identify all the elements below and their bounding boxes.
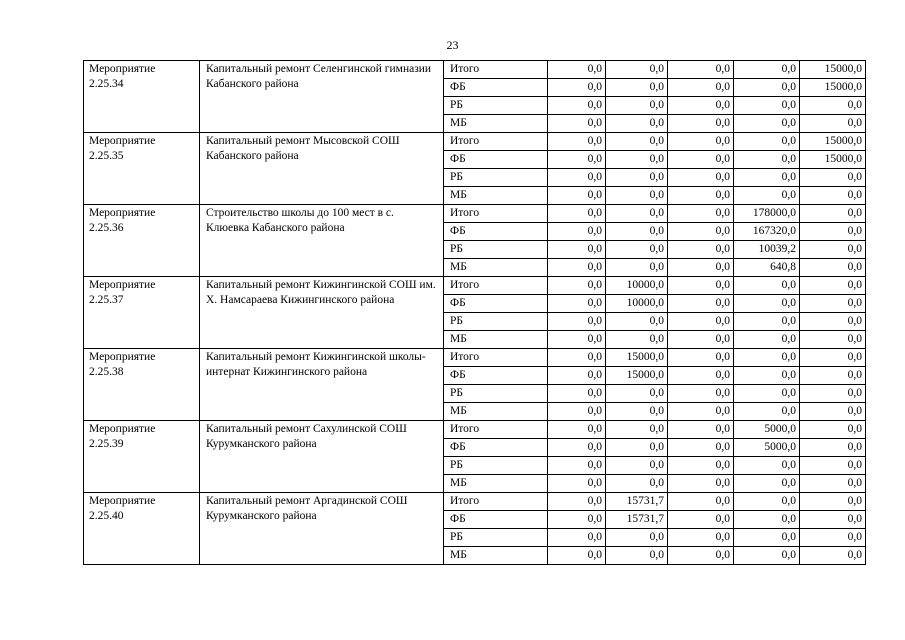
amount-cell: 0,0 bbox=[800, 331, 866, 349]
amount-cell: 0,0 bbox=[800, 313, 866, 331]
amount-cell: 0,0 bbox=[606, 187, 668, 205]
measure-label: Мероприятие bbox=[89, 423, 156, 435]
measure-total-row bbox=[84, 61, 866, 79]
amount-cell: 0,0 bbox=[734, 331, 800, 349]
funding-source: МБ bbox=[444, 259, 548, 277]
measure-total-row bbox=[84, 205, 866, 223]
amount-cell: 0,0 bbox=[668, 115, 734, 133]
measure-code: 2.25.34 bbox=[89, 78, 124, 90]
amount-cell: 0,0 bbox=[734, 547, 800, 565]
funding-source: ФБ bbox=[444, 511, 548, 529]
amount-cell: 0,0 bbox=[668, 313, 734, 331]
measure-description: Капитальный ремонт Кижингинской школы-интернат Кижингинского района bbox=[200, 349, 444, 421]
measure-label: Мероприятие bbox=[89, 351, 156, 363]
measure-total-row bbox=[84, 421, 866, 439]
amount-cell: 0,0 bbox=[548, 295, 606, 313]
amount-cell: 0,0 bbox=[800, 277, 866, 295]
funding-source: Итого bbox=[444, 421, 548, 439]
amount-cell: 0,0 bbox=[548, 97, 606, 115]
amount-cell: 0,0 bbox=[548, 421, 606, 439]
amount-cell: 15731,7 bbox=[606, 493, 668, 511]
measure-cell bbox=[84, 61, 200, 133]
amount-cell: 0,0 bbox=[606, 151, 668, 169]
amount-cell: 10039,2 bbox=[734, 241, 800, 259]
budget-table bbox=[83, 60, 866, 565]
amount-cell: 15731,7 bbox=[606, 511, 668, 529]
measure-code: 2.25.40 bbox=[89, 510, 124, 522]
amount-cell: 0,0 bbox=[548, 241, 606, 259]
amount-cell: 0,0 bbox=[800, 385, 866, 403]
amount-cell: 0,0 bbox=[800, 241, 866, 259]
amount-cell: 0,0 bbox=[606, 439, 668, 457]
amount-cell: 0,0 bbox=[668, 475, 734, 493]
measure-label: Мероприятие bbox=[89, 63, 156, 75]
amount-cell: 178000,0 bbox=[734, 205, 800, 223]
amount-cell: 0,0 bbox=[668, 61, 734, 79]
page-number: 23 bbox=[446, 38, 459, 52]
amount-cell: 0,0 bbox=[668, 295, 734, 313]
funding-source: РБ bbox=[444, 529, 548, 547]
funding-source: ФБ bbox=[444, 439, 548, 457]
funding-source: РБ bbox=[444, 97, 548, 115]
amount-cell: 0,0 bbox=[734, 133, 800, 151]
amount-cell: 0,0 bbox=[800, 367, 866, 385]
amount-cell: 0,0 bbox=[606, 259, 668, 277]
measure-label: Мероприятие bbox=[89, 207, 156, 219]
amount-cell: 0,0 bbox=[734, 403, 800, 421]
amount-cell: 0,0 bbox=[548, 259, 606, 277]
amount-cell: 0,0 bbox=[548, 547, 606, 565]
amount-cell: 0,0 bbox=[800, 115, 866, 133]
amount-cell: 0,0 bbox=[606, 403, 668, 421]
amount-cell: 0,0 bbox=[668, 493, 734, 511]
measure-description: Капитальный ремонт Мысовской СОШ Кабанского района bbox=[200, 133, 444, 205]
amount-cell: 0,0 bbox=[800, 205, 866, 223]
measure-cell bbox=[84, 421, 200, 493]
amount-cell: 0,0 bbox=[606, 421, 668, 439]
amount-cell: 0,0 bbox=[606, 241, 668, 259]
amount-cell: 0,0 bbox=[668, 403, 734, 421]
funding-source: ФБ bbox=[444, 367, 548, 385]
amount-cell: 0,0 bbox=[548, 367, 606, 385]
measure-cell bbox=[84, 205, 200, 277]
amount-cell: 5000,0 bbox=[734, 421, 800, 439]
funding-source: ФБ bbox=[444, 151, 548, 169]
amount-cell: 0,0 bbox=[548, 349, 606, 367]
amount-cell: 10000,0 bbox=[606, 277, 668, 295]
funding-source: РБ bbox=[444, 241, 548, 259]
funding-source: МБ bbox=[444, 403, 548, 421]
funding-source: РБ bbox=[444, 313, 548, 331]
amount-cell: 0,0 bbox=[668, 151, 734, 169]
amount-cell: 0,0 bbox=[734, 313, 800, 331]
amount-cell: 0,0 bbox=[548, 151, 606, 169]
funding-source: МБ bbox=[444, 187, 548, 205]
amount-cell: 0,0 bbox=[734, 277, 800, 295]
amount-cell: 10000,0 bbox=[606, 295, 668, 313]
amount-cell: 0,0 bbox=[606, 385, 668, 403]
funding-source: Итого bbox=[444, 349, 548, 367]
funding-source: ФБ bbox=[444, 79, 548, 97]
amount-cell: 0,0 bbox=[734, 115, 800, 133]
amount-cell: 0,0 bbox=[606, 133, 668, 151]
funding-source: МБ bbox=[444, 475, 548, 493]
amount-cell: 0,0 bbox=[548, 169, 606, 187]
table-body bbox=[84, 61, 866, 565]
amount-cell: 0,0 bbox=[668, 367, 734, 385]
amount-cell: 0,0 bbox=[668, 547, 734, 565]
measure-code: 2.25.37 bbox=[89, 294, 124, 306]
amount-cell: 0,0 bbox=[548, 475, 606, 493]
measure-label: Мероприятие bbox=[89, 495, 156, 507]
amount-cell: 0,0 bbox=[548, 403, 606, 421]
amount-cell: 0,0 bbox=[668, 331, 734, 349]
funding-source: ФБ bbox=[444, 223, 548, 241]
amount-cell: 0,0 bbox=[548, 277, 606, 295]
measure-description: Капитальный ремонт Сахулинской СОШ Курумканского района bbox=[200, 421, 444, 493]
amount-cell: 0,0 bbox=[800, 547, 866, 565]
funding-source: Итого bbox=[444, 61, 548, 79]
amount-cell: 0,0 bbox=[734, 61, 800, 79]
amount-cell: 0,0 bbox=[734, 529, 800, 547]
measure-label: Мероприятие bbox=[89, 279, 156, 291]
amount-cell: 0,0 bbox=[606, 331, 668, 349]
amount-cell: 0,0 bbox=[800, 493, 866, 511]
amount-cell: 0,0 bbox=[668, 79, 734, 97]
amount-cell: 0,0 bbox=[800, 223, 866, 241]
amount-cell: 0,0 bbox=[606, 313, 668, 331]
funding-source: Итого bbox=[444, 205, 548, 223]
amount-cell: 0,0 bbox=[734, 79, 800, 97]
funding-source: Итого bbox=[444, 493, 548, 511]
amount-cell: 15000,0 bbox=[606, 349, 668, 367]
amount-cell: 0,0 bbox=[800, 475, 866, 493]
funding-source: Итого bbox=[444, 277, 548, 295]
amount-cell: 0,0 bbox=[734, 349, 800, 367]
amount-cell: 0,0 bbox=[668, 511, 734, 529]
funding-source: ФБ bbox=[444, 295, 548, 313]
measure-cell bbox=[84, 133, 200, 205]
amount-cell: 0,0 bbox=[668, 97, 734, 115]
amount-cell: 0,0 bbox=[668, 259, 734, 277]
measure-code: 2.25.39 bbox=[89, 438, 124, 450]
amount-cell: 15000,0 bbox=[800, 151, 866, 169]
measure-code: 2.25.35 bbox=[89, 150, 124, 162]
measure-cell bbox=[84, 349, 200, 421]
amount-cell: 0,0 bbox=[734, 97, 800, 115]
amount-cell: 0,0 bbox=[800, 457, 866, 475]
amount-cell: 0,0 bbox=[548, 493, 606, 511]
funding-source: МБ bbox=[444, 115, 548, 133]
amount-cell: 0,0 bbox=[548, 529, 606, 547]
amount-cell: 0,0 bbox=[734, 151, 800, 169]
amount-cell: 0,0 bbox=[606, 79, 668, 97]
amount-cell: 0,0 bbox=[668, 187, 734, 205]
funding-source: МБ bbox=[444, 547, 548, 565]
measure-code: 2.25.38 bbox=[89, 366, 124, 378]
amount-cell: 0,0 bbox=[800, 295, 866, 313]
amount-cell: 0,0 bbox=[734, 385, 800, 403]
amount-cell: 0,0 bbox=[734, 169, 800, 187]
funding-source: РБ bbox=[444, 169, 548, 187]
amount-cell: 0,0 bbox=[606, 169, 668, 187]
amount-cell: 0,0 bbox=[800, 349, 866, 367]
amount-cell: 0,0 bbox=[668, 349, 734, 367]
amount-cell: 0,0 bbox=[734, 457, 800, 475]
amount-cell: 0,0 bbox=[606, 115, 668, 133]
measure-cell bbox=[84, 277, 200, 349]
amount-cell: 0,0 bbox=[668, 277, 734, 295]
amount-cell: 0,0 bbox=[800, 529, 866, 547]
amount-cell: 0,0 bbox=[548, 79, 606, 97]
amount-cell: 0,0 bbox=[668, 169, 734, 187]
amount-cell: 0,0 bbox=[548, 205, 606, 223]
amount-cell: 5000,0 bbox=[734, 439, 800, 457]
measure-description: Капитальный ремонт Кижингинской СОШ им. Х. Намсараева Кижингинского района bbox=[200, 277, 444, 349]
amount-cell: 0,0 bbox=[734, 511, 800, 529]
amount-cell: 0,0 bbox=[606, 547, 668, 565]
amount-cell: 0,0 bbox=[668, 133, 734, 151]
amount-cell: 0,0 bbox=[606, 61, 668, 79]
amount-cell: 0,0 bbox=[668, 529, 734, 547]
amount-cell: 0,0 bbox=[548, 313, 606, 331]
amount-cell: 0,0 bbox=[668, 205, 734, 223]
amount-cell: 0,0 bbox=[606, 475, 668, 493]
amount-cell: 0,0 bbox=[800, 187, 866, 205]
amount-cell: 0,0 bbox=[668, 241, 734, 259]
amount-cell: 0,0 bbox=[800, 403, 866, 421]
funding-source: РБ bbox=[444, 385, 548, 403]
amount-cell: 0,0 bbox=[606, 457, 668, 475]
amount-cell: 0,0 bbox=[668, 439, 734, 457]
amount-cell: 0,0 bbox=[548, 457, 606, 475]
amount-cell: 0,0 bbox=[548, 133, 606, 151]
measure-total-row bbox=[84, 493, 866, 511]
amount-cell: 0,0 bbox=[668, 385, 734, 403]
amount-cell: 0,0 bbox=[800, 97, 866, 115]
amount-cell: 0,0 bbox=[800, 421, 866, 439]
measure-code: 2.25.36 bbox=[89, 222, 124, 234]
amount-cell: 0,0 bbox=[734, 493, 800, 511]
amount-cell: 0,0 bbox=[548, 511, 606, 529]
amount-cell: 15000,0 bbox=[800, 79, 866, 97]
measure-description: Капитальный ремонт Селенгинской гимназии Кабанского района bbox=[200, 61, 444, 133]
amount-cell: 0,0 bbox=[606, 205, 668, 223]
amount-cell: 0,0 bbox=[668, 223, 734, 241]
amount-cell: 167320,0 bbox=[734, 223, 800, 241]
amount-cell: 0,0 bbox=[668, 421, 734, 439]
amount-cell: 0,0 bbox=[800, 439, 866, 457]
amount-cell: 0,0 bbox=[548, 439, 606, 457]
amount-cell: 0,0 bbox=[800, 259, 866, 277]
amount-cell: 0,0 bbox=[668, 457, 734, 475]
amount-cell: 0,0 bbox=[606, 223, 668, 241]
amount-cell: 0,0 bbox=[548, 331, 606, 349]
amount-cell: 640,8 bbox=[734, 259, 800, 277]
amount-cell: 0,0 bbox=[548, 61, 606, 79]
amount-cell: 0,0 bbox=[734, 367, 800, 385]
amount-cell: 0,0 bbox=[734, 187, 800, 205]
measure-description: Капитальный ремонт Аргадинской СОШ Курумканского района bbox=[200, 493, 444, 565]
amount-cell: 0,0 bbox=[548, 115, 606, 133]
amount-cell: 0,0 bbox=[734, 475, 800, 493]
funding-source: РБ bbox=[444, 457, 548, 475]
amount-cell: 0,0 bbox=[800, 169, 866, 187]
funding-source: Итого bbox=[444, 133, 548, 151]
amount-cell: 0,0 bbox=[548, 187, 606, 205]
amount-cell: 0,0 bbox=[800, 511, 866, 529]
amount-cell: 0,0 bbox=[606, 529, 668, 547]
funding-source: МБ bbox=[444, 331, 548, 349]
measure-total-row bbox=[84, 349, 866, 367]
amount-cell: 15000,0 bbox=[800, 61, 866, 79]
measure-label: Мероприятие bbox=[89, 135, 156, 147]
measure-description: Строительство школы до 100 мест в с. Клюевка Кабанского района bbox=[200, 205, 444, 277]
amount-cell: 15000,0 bbox=[800, 133, 866, 151]
amount-cell: 0,0 bbox=[548, 385, 606, 403]
amount-cell: 15000,0 bbox=[606, 367, 668, 385]
amount-cell: 0,0 bbox=[548, 223, 606, 241]
measure-total-row bbox=[84, 133, 866, 151]
amount-cell: 0,0 bbox=[734, 295, 800, 313]
amount-cell: 0,0 bbox=[606, 97, 668, 115]
measure-total-row bbox=[84, 277, 866, 295]
measure-cell bbox=[84, 493, 200, 565]
